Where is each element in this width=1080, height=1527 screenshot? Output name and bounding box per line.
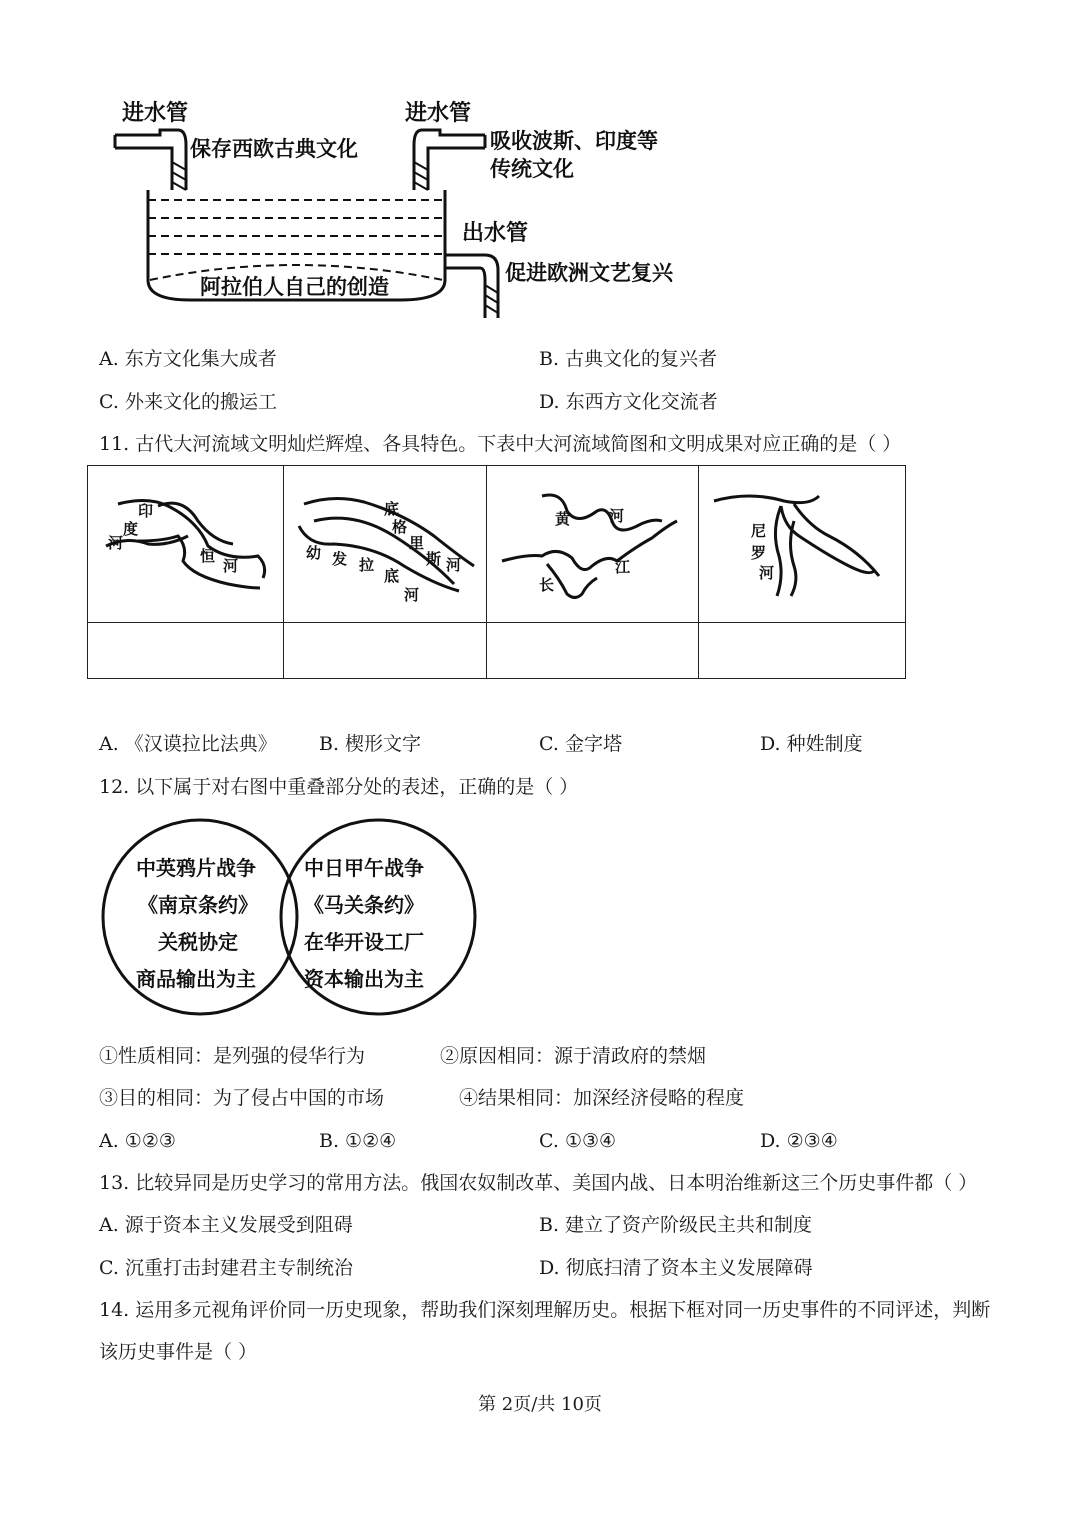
euph-char-5: 河 — [404, 586, 420, 604]
q13-option-d: D. 彻底扫清了资本主义发展障碍 — [539, 1257, 813, 1279]
river-map-table — [87, 465, 906, 679]
indus-char-1: 印 — [138, 502, 154, 520]
inlet-right-text-2: 传统文化 — [490, 157, 574, 181]
q10-option-c: C. 外来文化的搬运工 — [99, 391, 277, 413]
tigris-char-5: 河 — [446, 556, 462, 574]
q13-option-c: C. 沉重打击封建君主专制统治 — [99, 1257, 353, 1279]
q10-option-a: A. 东方文化集大成者 — [99, 348, 277, 370]
q11-option-a: A. 《汉谟拉比法典》 — [99, 733, 277, 755]
yangtze-char-1: 长 — [539, 576, 555, 594]
q12-stem: 12. 以下属于对右图中重叠部分处的表述，正确的是（ ） — [99, 776, 579, 798]
euph-char-2: 发 — [332, 550, 348, 568]
q12-statement-1: ①性质相同：是列强的侵华行为 — [99, 1045, 366, 1067]
venn-right-line-4: 资本输出为主 — [304, 967, 424, 991]
tigris-char-1: 底 — [384, 500, 400, 518]
q12-statement-3: ③目的相同：为了侵占中国的市场 — [99, 1087, 385, 1109]
page-number: 第 2页/共 10页 — [478, 1394, 602, 1415]
tigris-char-3: 里 — [409, 534, 425, 552]
euph-char-3: 拉 — [359, 556, 375, 574]
cell-nile — [698, 465, 906, 623]
q14-stem-line-1: 14. 运用多元视角评价同一历史现象，帮助我们深刻理解历史。根据下框对同一历史事件的不同评述，判断 — [99, 1299, 991, 1321]
indus-ganges-map — [88, 466, 283, 622]
mesopotamia-map — [284, 466, 486, 622]
venn-right-line-1: 中日甲午战争 — [304, 856, 424, 880]
q12-statement-2: ②原因相同：源于清政府的禁烟 — [440, 1045, 707, 1067]
q10-option-d: D. 东西方文化交流者 — [539, 391, 718, 413]
nile-char-1: 尼 — [751, 522, 767, 540]
q11-option-b: B. 楔形文字 — [319, 733, 422, 755]
base-text: 阿拉伯人自己的创造 — [200, 275, 389, 299]
cell-yellow-yangtze — [486, 465, 699, 623]
venn-left-line-1: 中英鸦片战争 — [136, 856, 256, 880]
euph-char-1: 幼 — [306, 544, 322, 562]
cell-mesopotamia — [283, 465, 487, 623]
yellow-char-1: 黄 — [555, 510, 571, 528]
venn-right-line-3: 在华开设工厂 — [304, 930, 424, 954]
indus-char-2: 度 — [123, 520, 139, 538]
q13-option-a: A. 源于资本主义发展受到阻碍 — [99, 1214, 353, 1236]
q12-option-d: D. ②③④ — [760, 1130, 838, 1152]
venn-right-line-2: 《马关条约》 — [304, 893, 424, 917]
venn-left-line-4: 商品输出为主 — [136, 967, 256, 991]
nile-map — [699, 466, 905, 622]
indus-char-3: 河 — [108, 534, 124, 552]
q12-statement-4: ④结果相同：加深经济侵略的程度 — [459, 1087, 745, 1109]
tigris-char-2: 格 — [392, 518, 408, 536]
answer-cell-1 — [87, 622, 284, 679]
q10-option-b: B. 古典文化的复兴者 — [539, 348, 718, 370]
tigris-char-4: 斯 — [426, 550, 442, 568]
q11-option-d: D. 种姓制度 — [760, 733, 863, 755]
arab-culture-reservoir-diagram — [100, 90, 700, 325]
nile-char-2: 罗 — [751, 544, 767, 562]
q13-option-b: B. 建立了资产阶级民主共和制度 — [539, 1214, 813, 1236]
nile-char-3: 河 — [759, 564, 775, 582]
venn-left-line-2: 《南京条约》 — [138, 893, 258, 917]
q11-option-c: C. 金字塔 — [539, 733, 622, 755]
yellow-yangtze-map — [487, 466, 698, 622]
outlet-text: 促进欧洲文艺复兴 — [505, 261, 673, 285]
q12-option-a: A. ①②③ — [99, 1130, 176, 1152]
answer-cell-2 — [283, 622, 487, 679]
q14-stem-line-2: 该历史事件是（ ） — [99, 1341, 258, 1363]
outlet-label: 出水管 — [462, 221, 529, 246]
inlet-left-label: 进水管 — [122, 101, 189, 126]
venn-left-line-3: 关税协定 — [158, 930, 238, 954]
inlet-left-text: 保存西欧古典文化 — [190, 137, 358, 161]
ganges-char-2: 河 — [223, 557, 239, 575]
q11-stem: 11. 古代大河流域文明灿烂辉煌、各具特色。下表中大河流域简图和文明成果对应正确的是（ ） — [99, 433, 902, 455]
q12-option-b: B. ①②④ — [319, 1130, 397, 1152]
inlet-right-text-1: 吸收波斯、印度等 — [490, 129, 658, 153]
euph-char-4: 底 — [384, 567, 400, 585]
inlet-right-label: 进水管 — [405, 101, 472, 126]
cell-indus-ganges — [87, 465, 284, 623]
answer-cell-4 — [698, 622, 906, 679]
yangtze-char-2: 江 — [615, 558, 631, 576]
q12-option-c: C. ①③④ — [539, 1130, 617, 1152]
q13-stem: 13. 比较异同是历史学习的常用方法。俄国农奴制改革、美国内战、日本明治维新这三个历史事件都（ ） — [99, 1172, 978, 1194]
reservoir-drawing — [100, 90, 700, 325]
yellow-char-2: 河 — [609, 507, 625, 525]
answer-cell-3 — [486, 622, 699, 679]
venn-diagram — [98, 812, 488, 1022]
ganges-char-1: 恒 — [200, 547, 216, 565]
